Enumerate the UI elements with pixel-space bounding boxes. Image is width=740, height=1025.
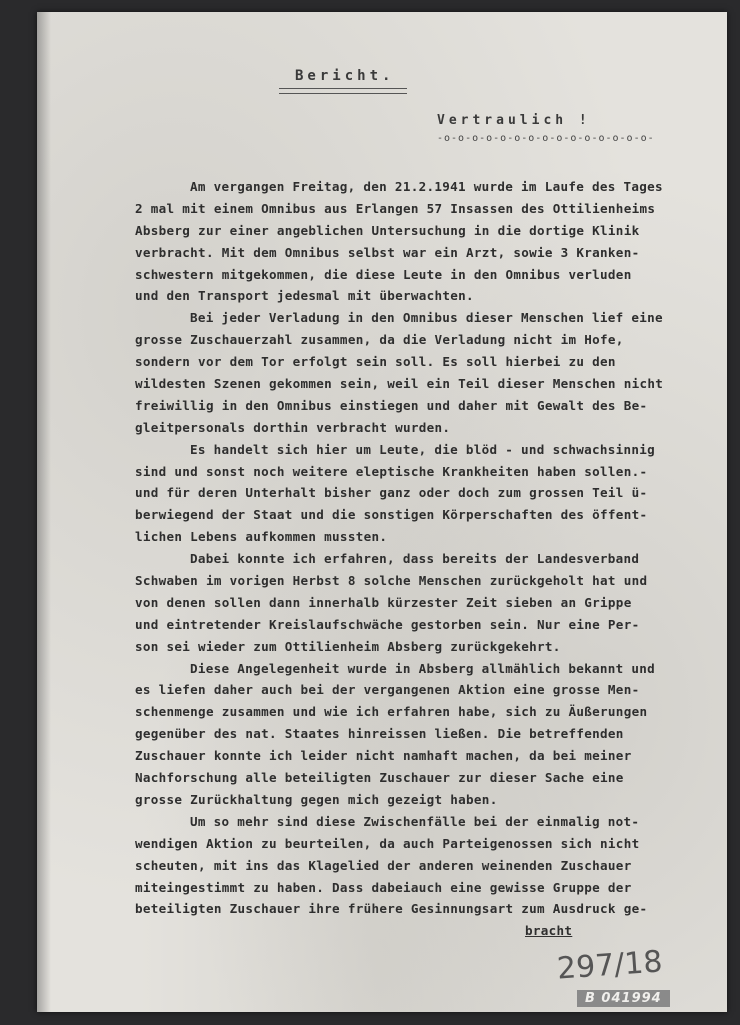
text-line: son sei wieder zum Ottilienheim Absberg zurückgekehrt.: [135, 638, 561, 654]
text-line: verbracht. Mit dem Omnibus selbst war ein Arzt, sowie 3 Kranken-: [135, 244, 640, 260]
text-line: sind und sonst noch weitere eleptische Krankheiten haben sollen.-: [135, 463, 648, 479]
text-line: von denen sollen dann innerhalb kürzester Zeit sieben an Grippe: [135, 594, 632, 610]
text-line: sondern vor dem Tor erfolgt sein soll. Es soll hierbei zu den: [135, 354, 616, 370]
text-line: Schwaben im vorigen Herbst 8 solche Menschen zurückgeholt hat und: [135, 573, 648, 589]
text-line: schwestern mitgekommen, die diese Leute in den Omnibus verluden: [135, 266, 632, 282]
text-line: Am vergangen Freitag, den 21.2.1941 wurde im Laufe des Tages: [190, 179, 663, 194]
document-title: Bericht.: [295, 68, 395, 84]
text-line: berwiegend der Staat und die sonstigen Körperschaften des öffent-: [135, 507, 648, 523]
text-line: Es handelt sich hier um Leute, die blöd - und schwachsinnig: [190, 441, 656, 457]
archive-stamp: B 041994: [577, 990, 670, 1007]
text-line: Absberg zur einer angeblichen Untersuchung in die dortige Klinik: [135, 222, 640, 238]
text-line: miteingestimmt zu haben. Dass dabeiauch eine gewisse Gruppe der: [135, 879, 632, 895]
text-line: beteiligten Zuschauer ihre frühere Gesinnungsart zum Ausdruck ge-: [135, 901, 648, 917]
text-line: wildesten Szenen gekommen sein, weil ein Teil dieser Menschen nicht: [135, 376, 664, 392]
text-line: schenmenge zusammen und wie ich erfahren habe, sich zu Äußerungen: [135, 704, 648, 720]
text-line: lichen Lebens aufkommen mussten.: [135, 529, 388, 545]
text-line: gegenüber des nat. Staates hinreissen ließen. Die betreffenden: [135, 726, 624, 742]
report-body: [135, 176, 715, 942]
text-line: und für deren Unterhalt bisher ganz oder doch zum grossen Teil ü-: [135, 485, 648, 501]
text-line: gleitpersonals dorthin verbracht wurden.: [135, 419, 451, 435]
page-edge-shadow: [37, 12, 51, 1012]
text-line: und eintretender Kreislaufschwäche gestorben sein. Nur eine Per-: [135, 616, 640, 632]
confidential-heading: Vertraulich !: [437, 113, 591, 128]
text-line: 2 mal mit einem Omnibus aus Erlangen 57 Insassen des Ottilienheims: [135, 200, 656, 216]
text-line: grosse Zurückhaltung gegen mich gezeigt haben.: [135, 791, 498, 807]
confidential-rule: -o-o-o-o-o-o-o-o-o-o-o-o-o-o-o-: [437, 133, 655, 144]
text-line: Dabei konnte ich erfahren, dass bereits der Landesverband: [190, 551, 640, 567]
text-line: Nachforschung alle beteiligten Zuschauer zur dieser Sache eine: [135, 770, 624, 786]
text-line: und den Transport jedesmal mit überwachten.: [135, 288, 474, 304]
document-page: [37, 12, 727, 1012]
text-line: Zuschauer konnte ich leider nicht namhaft machen, da bei meiner: [135, 748, 632, 764]
text-line: wendigen Aktion zu beurteilen, da auch Parteigenossen sich nicht: [135, 835, 640, 851]
text-line: Um so mehr sind diese Zwischenfälle bei der einmalig not-: [190, 813, 640, 829]
text-line: grosse Zuschauerzahl zusammen, da die Verladung nicht im Hofe,: [135, 332, 624, 348]
text-line: freiwillig in den Omnibus einstiegen und daher mit Gewalt des Be-: [135, 397, 648, 413]
text-line: es liefen daher auch bei der vergangenen Aktion eine grosse Men-: [135, 682, 640, 698]
text-line: Bei jeder Verladung in den Omnibus dieser Menschen lief eine: [190, 310, 663, 326]
text-line: Diese Angelegenheit wurde in Absberg allmählich bekannt und: [190, 660, 656, 676]
text-line: bracht: [525, 923, 573, 939]
text-line: scheuten, mit ins das Klagelied der anderen weinenden Zuschauer: [135, 857, 632, 873]
title-double-underline: [279, 88, 407, 94]
handwritten-folio-number: 297/18: [555, 944, 664, 987]
